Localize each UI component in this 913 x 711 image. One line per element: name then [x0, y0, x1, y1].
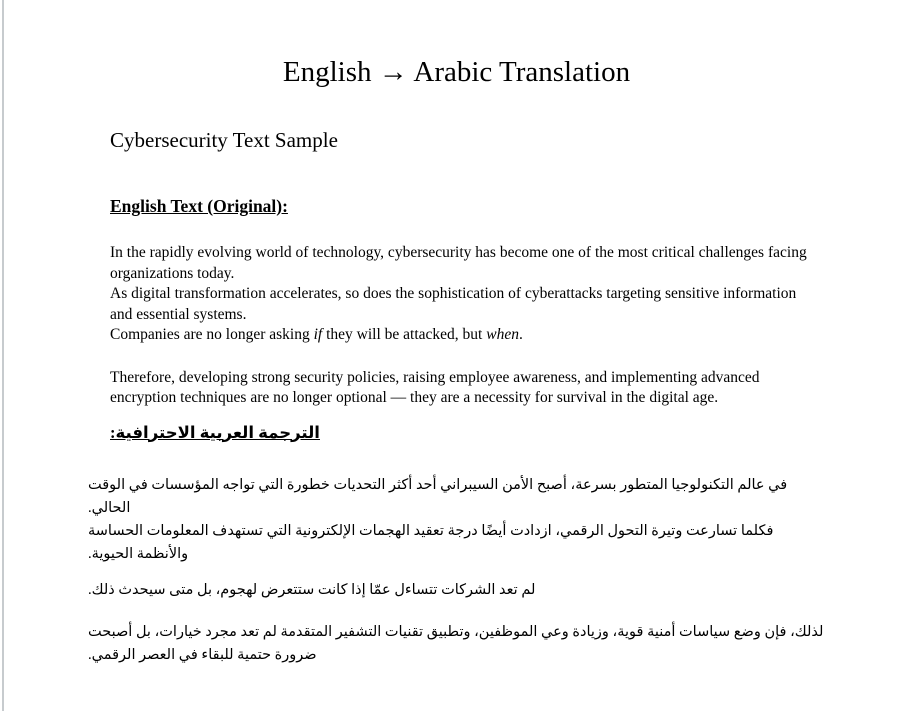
arabic-section-heading: الترجمة العربية الاحترافية: — [110, 422, 320, 442]
document-subtitle: Cybersecurity Text Sample — [110, 128, 338, 152]
arabic-paragraph-2: لم تعد الشركات تتساءل عمّا إذا كانت ستتعرض لهجوم، بل متى سيحدث ذلك. — [88, 581, 536, 598]
english-section-heading: English Text (Original): — [110, 196, 288, 216]
english-paragraph-2: Therefore, developing strong security policies, raising employee awareness, and implementing advanced encryption techniques are no longer optional — they are a necessity for survival in the digital age. — [110, 368, 760, 406]
arabic-paragraph-1: في عالم التكنولوجيا المتطور بسرعة، أصبح الأمن السيبراني أحد أكثر التحديات خطورة التي تواجه المؤسسات في الوقت الحالي. فكلما تسارعت وتيرة التحول الرقمي، ازدادت أيضًا درجة تعقيد الهجمات الإلكترونية التي تستهدف المعلومات الحساسة والأنظمة الحيوية. — [88, 476, 788, 562]
page-edge-line — [2, 0, 4, 711]
document-title: English → Arabic Translation — [282, 56, 631, 88]
arabic-paragraph-3: لذلك، فإن وضع سياسات أمنية قوية، وزيادة وعي الموظفين، وتطبيق تقنيات التشفير المتقدمة لم تعد مجرد خيارات، بل أصبحت ضرورة حتمية للبقاء في العصر الرقمي. — [88, 623, 824, 663]
english-paragraph-1: In the rapidly evolving world of technology, cybersecurity has become one of the most critical challenges facing organizations today. As digital transformation accelerates, so does the sophistication of cyberattacks targeting sensitive information and essential systems. Companies are no longer asking if they will be attacked, but when. — [110, 244, 807, 343]
